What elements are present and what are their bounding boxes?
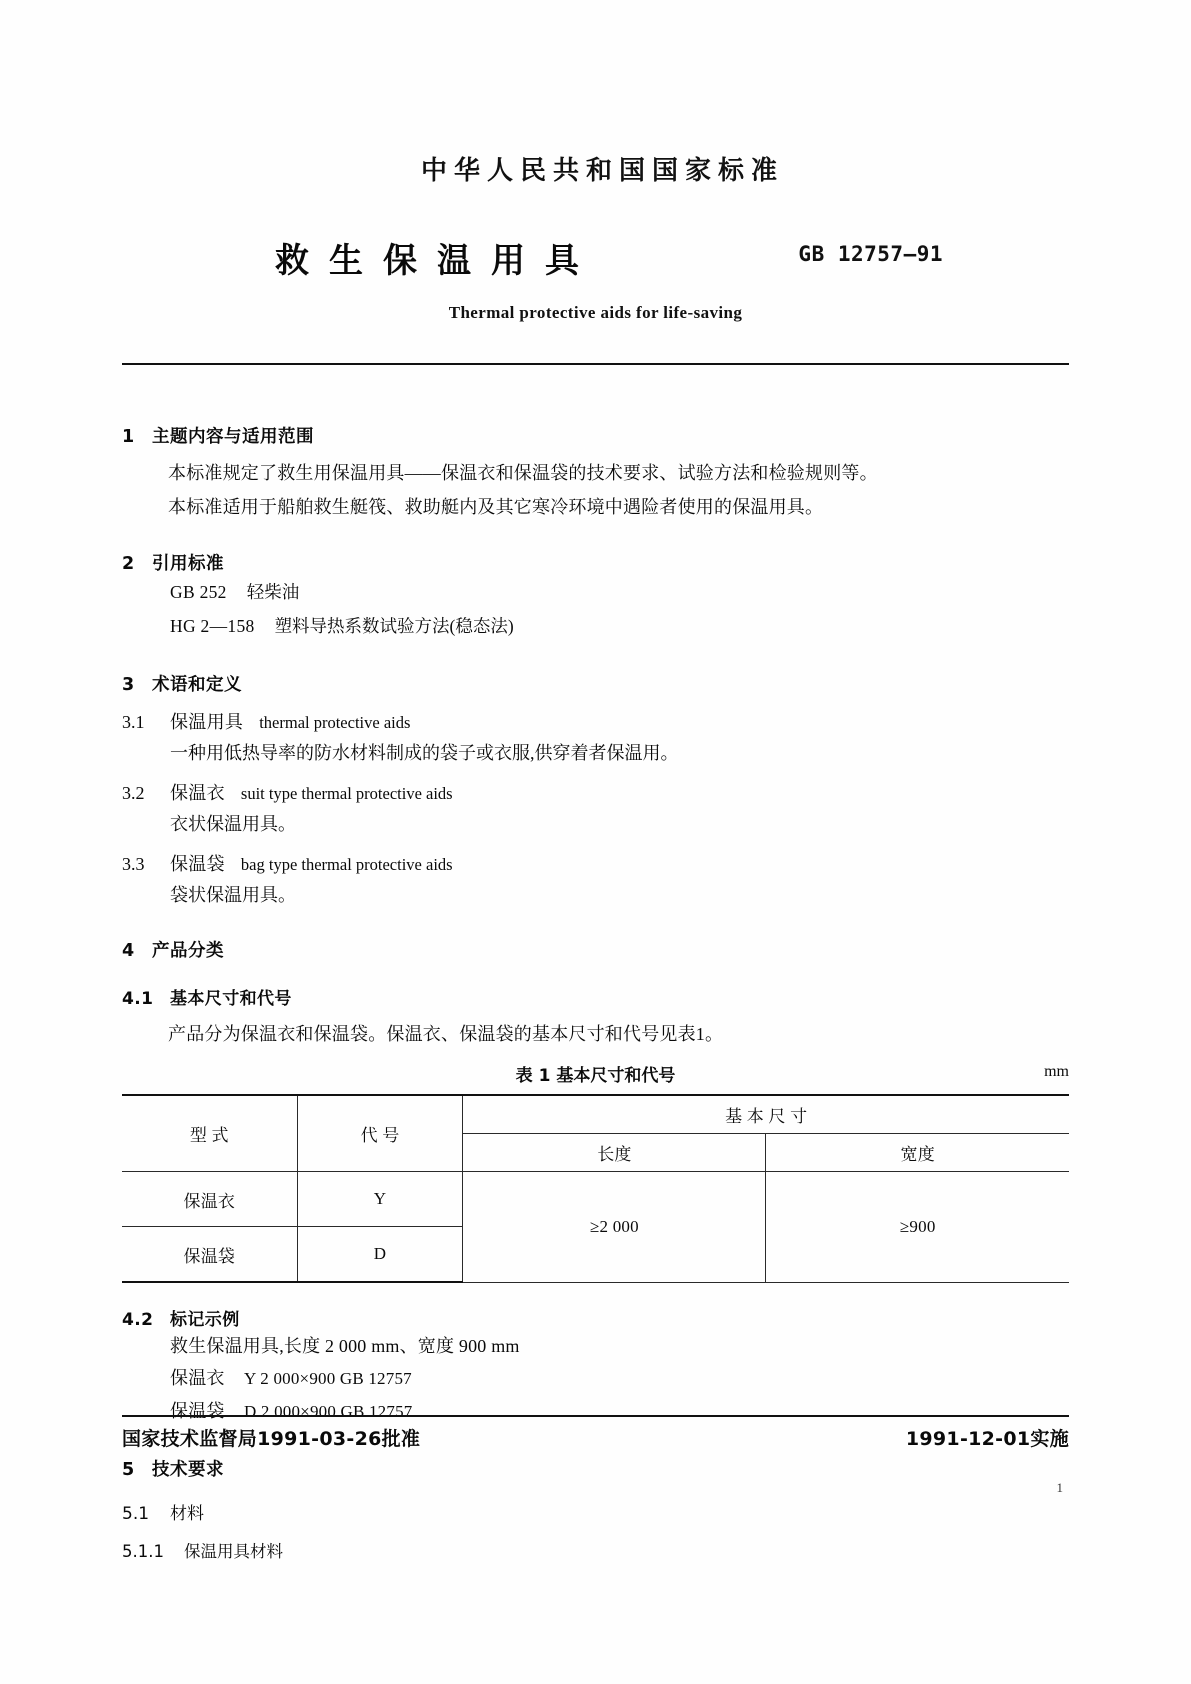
section-3-number: 3 [122, 675, 135, 695]
table-cell-width: ≥900 [766, 1172, 1069, 1283]
marking-example [170, 1362, 1069, 1395]
section-4-2-number: 4.2 [122, 1310, 154, 1330]
implementation-text: 1991-12-01实施 [905, 1428, 1069, 1450]
document-title-english: Thermal protective aids for life-saving [448, 303, 743, 322]
section-4-1-number: 4.1 [122, 989, 154, 1009]
term-number: 3.2 [122, 783, 145, 803]
section-5-1-heading [122, 1499, 1069, 1524]
table-1 [122, 1094, 1069, 1283]
section-1-number: 1 [122, 427, 135, 447]
table-header-code: 代 号 [297, 1095, 463, 1172]
term-definition-heading [122, 708, 1069, 737]
table-cell-length: ≥2 000 [463, 1172, 766, 1283]
title-row [0, 233, 1191, 281]
reference-code: GB 252 [170, 582, 227, 602]
marking-label: 保温袋 [170, 1401, 225, 1421]
section-4-2-title: 标记示例 [170, 1310, 240, 1330]
marking-example-intro: 救生保温用具,长度 2 000 mm、宽度 900 mm [170, 1336, 520, 1356]
term-body: 袋状保温用具。 [170, 885, 296, 905]
term-body: 一种用低热导率的防水材料制成的袋子或衣服,供穿着者保温用。 [170, 743, 679, 763]
section-3-title: 术语和定义 [152, 675, 242, 695]
section-5-1-number: 5.1 [122, 1504, 150, 1524]
reference-name: 轻柴油 [246, 582, 300, 602]
term-definition-heading [122, 850, 1069, 879]
section-2-heading [122, 550, 1069, 575]
approval-text: 国家技术监督局1991-03-26批准 [122, 1428, 421, 1450]
standard-number: GB 12757—91 [798, 242, 943, 266]
table-1-caption-row [122, 1061, 1069, 1086]
term-english: thermal protective aids [259, 713, 411, 732]
document-title-chinese: 救生保温用具 [275, 241, 599, 281]
section-4-2-heading [122, 1305, 1069, 1330]
section-3-heading [122, 671, 1069, 696]
reference-code: HG 2—158 [170, 616, 255, 636]
table-cell-code: Y [297, 1172, 463, 1227]
section-1-title: 主题内容与适用范围 [152, 427, 314, 447]
document-header [0, 0, 1191, 323]
table-header-basic-size: 基 本 尺 寸 [463, 1095, 1069, 1134]
section-5-1-1-number: 5.1.1 [122, 1542, 164, 1561]
reference-name: 塑料导热系数试验方法(稳态法) [274, 616, 514, 636]
term-chinese: 保温衣 [170, 783, 225, 803]
term-definition-heading [122, 779, 1069, 808]
term-chinese: 保温袋 [170, 854, 225, 874]
term-english: suit type thermal protective aids [240, 784, 453, 803]
section-1-paragraph-1: 本标准规定了救生用保温用具——保温衣和保温袋的技术要求、试验方法和检验规则等。 [168, 463, 878, 483]
section-2-number: 2 [122, 554, 135, 574]
reference-item [170, 609, 1069, 643]
section-5-heading [122, 1456, 1069, 1481]
term-number: 3.3 [122, 854, 145, 874]
section-5-1-1-title: 保温用具材料 [184, 1542, 283, 1561]
section-4-1-paragraph: 产品分为保温衣和保温袋。保温衣、保温袋的基本尺寸和代号见表1。 [168, 1024, 724, 1044]
document-body [122, 365, 1069, 1562]
section-1-heading [122, 423, 1069, 448]
marking-value: D 2 000×900 GB 12757 [244, 1402, 413, 1421]
table-cell-type: 保温衣 [122, 1172, 297, 1227]
term-chinese: 保温用具 [170, 712, 244, 732]
page-number: 1 [1056, 1480, 1063, 1495]
table-row-header-top [122, 1095, 1069, 1134]
table-header-length: 长度 [463, 1134, 766, 1172]
section-4-heading [122, 937, 1069, 962]
section-5-1-title: 材料 [170, 1504, 204, 1524]
table-row [122, 1172, 1069, 1227]
section-4-title: 产品分类 [152, 941, 224, 961]
section-1-paragraph-2: 本标准适用于船舶救生艇筏、救助艇内及其它寒冷环境中遇险者使用的保温用具。 [168, 497, 824, 517]
table-cell-code: D [297, 1227, 463, 1283]
table-1-caption: 表 1 基本尺寸和代号 [515, 1066, 676, 1086]
term-body: 衣状保温用具。 [170, 814, 296, 834]
reference-item [170, 575, 1069, 609]
section-4-1-heading [122, 984, 1069, 1009]
table-1-unit: mm [1044, 1063, 1069, 1080]
section-4-1-title: 基本尺寸和代号 [170, 989, 292, 1009]
section-2-title: 引用标准 [152, 554, 224, 574]
section-5-title: 技术要求 [152, 1460, 224, 1480]
term-number: 3.1 [122, 712, 145, 732]
table-header-width: 宽度 [766, 1134, 1069, 1172]
section-5-1-1-heading [122, 1538, 1069, 1562]
table-header-type: 型 式 [122, 1095, 297, 1172]
marking-label: 保温衣 [170, 1368, 225, 1388]
marking-value: Y 2 000×900 GB 12757 [244, 1369, 412, 1388]
national-standard-line: 中华人民共和国国家标准 [420, 156, 784, 186]
section-5-number: 5 [122, 1460, 135, 1480]
table-cell-type: 保温袋 [122, 1227, 297, 1283]
term-english: bag type thermal protective aids [240, 855, 453, 874]
section-4-number: 4 [122, 941, 135, 961]
document-footer [122, 1424, 1069, 1458]
footer-divider [122, 1415, 1069, 1417]
